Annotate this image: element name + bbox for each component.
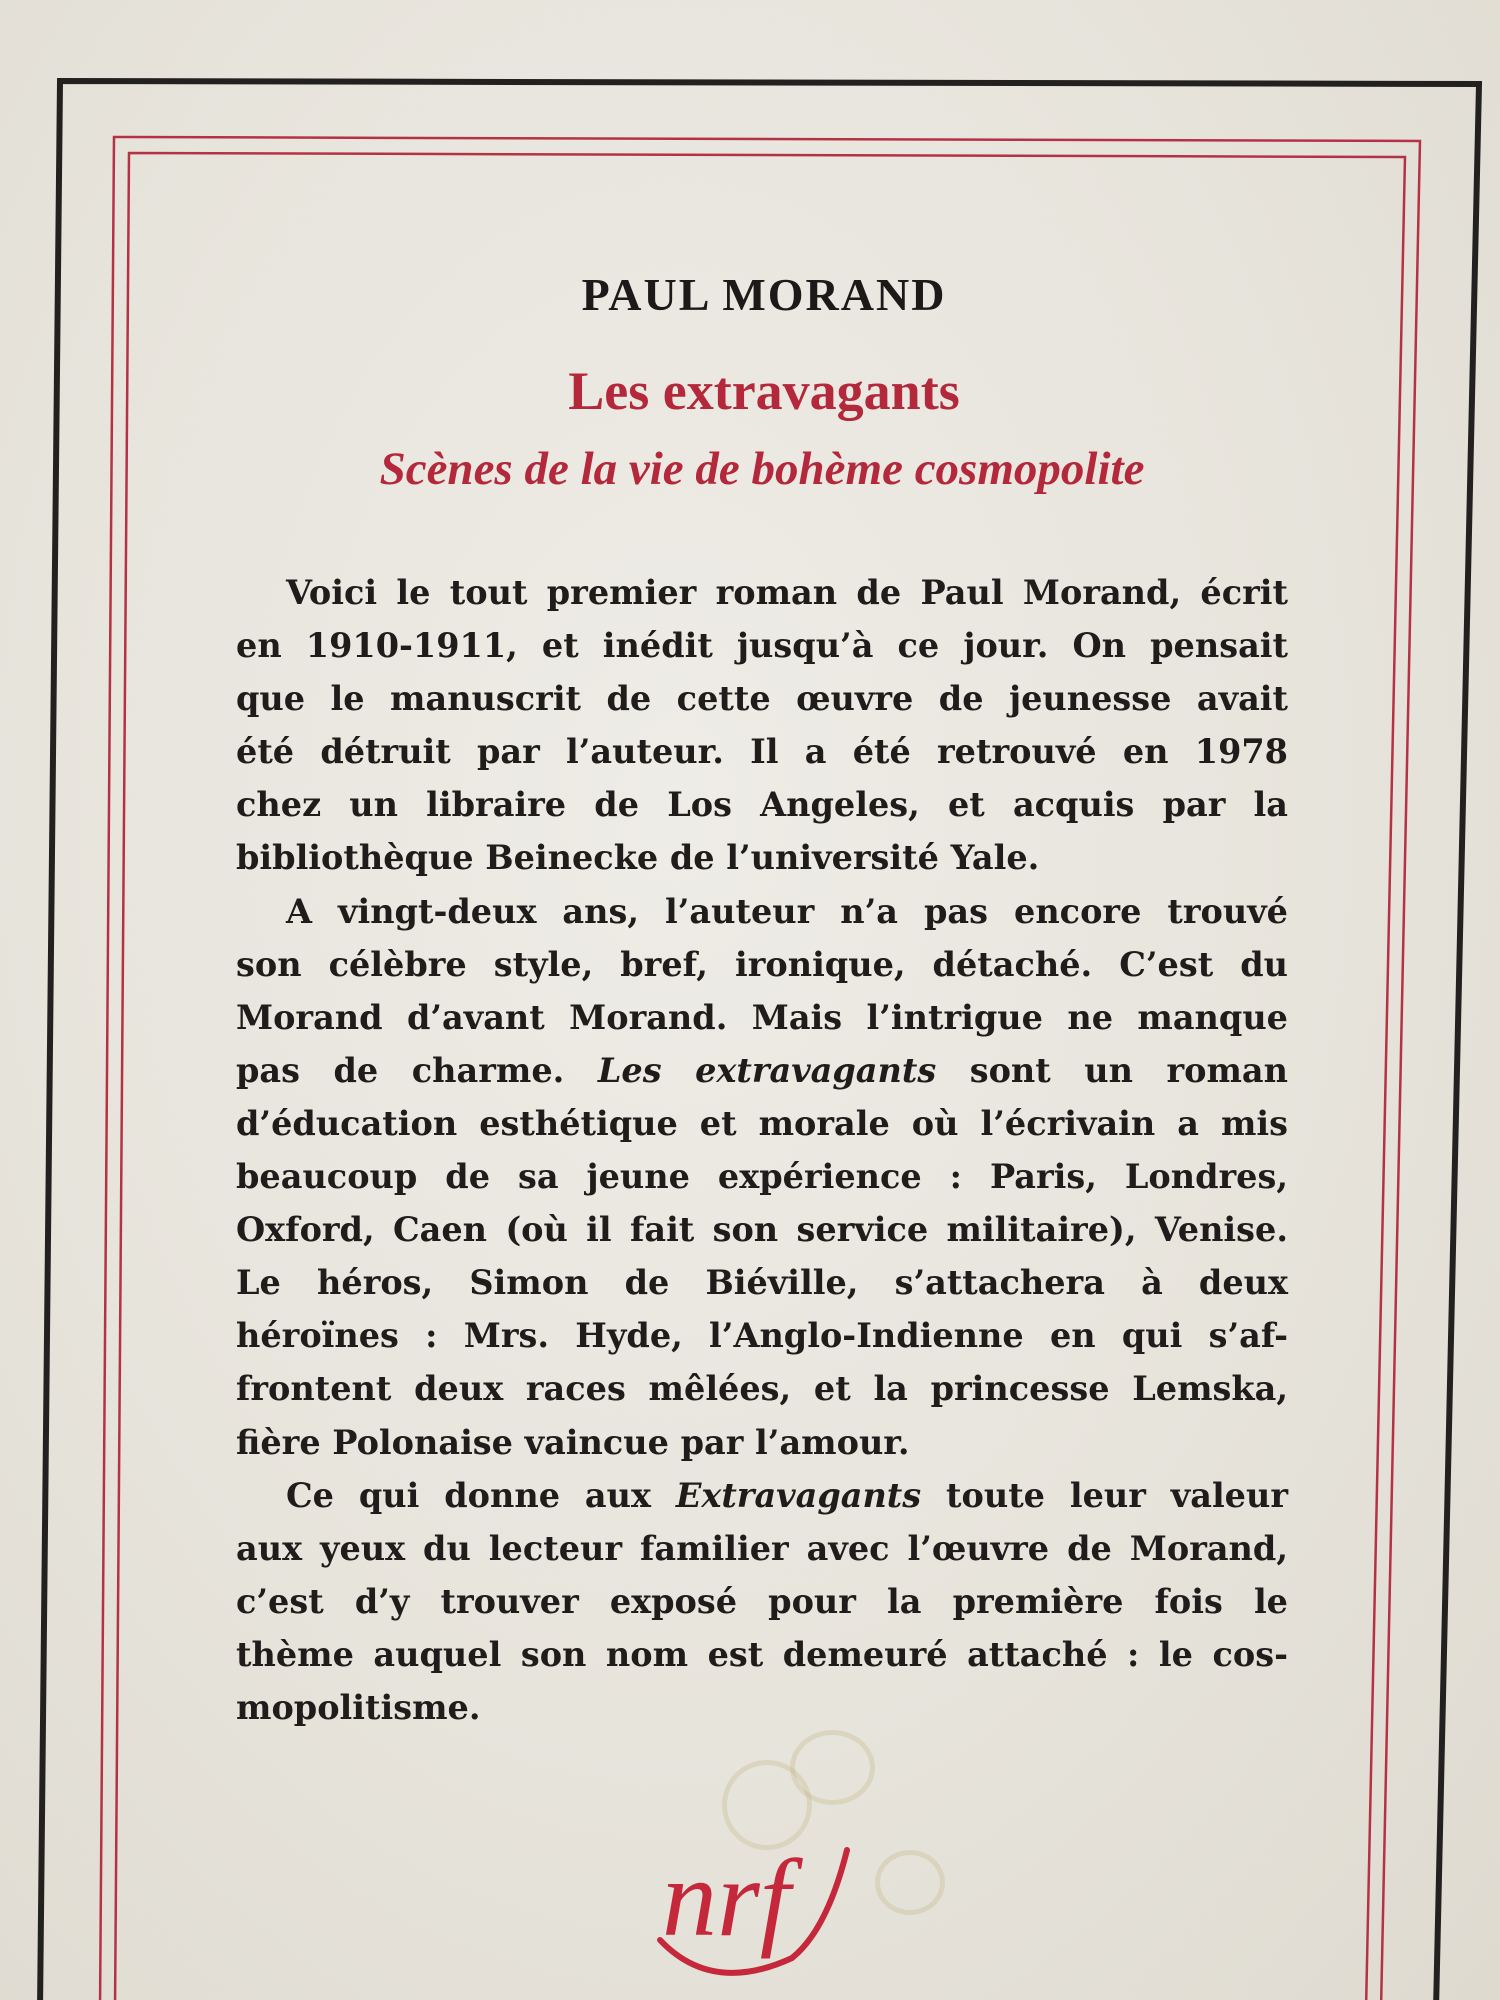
- text-line: fière Polonaise vaincue par l’amour.: [236, 1422, 910, 1462]
- water-stain: [875, 1850, 945, 1915]
- text-line: chez un libraire de Los Angeles, et acquis par la: [236, 785, 1288, 825]
- text-segment: Ce qui donne aux: [286, 1475, 676, 1515]
- text-line: frontent deux races mêlées, et la princesse Lemska,: [236, 1369, 1288, 1409]
- water-stain: [790, 1730, 875, 1805]
- paragraph-first-line: Voici le tout premier roman de Paul Morand, écrit: [286, 573, 1288, 612]
- text-line: bibliothèque Beinecke de l’université Yale.: [236, 838, 1040, 878]
- text-line: héroïnes : Mrs. Hyde, l’Anglo-Indienne en qui s’af-: [236, 1316, 1288, 1356]
- text-line: Le héros, Simon de Biéville, s’attachera à deux: [236, 1263, 1288, 1303]
- nrf-logo: [652, 1830, 882, 1980]
- text-line: [236, 1044, 1288, 1097]
- text-segment: toute leur valeur: [921, 1475, 1288, 1515]
- text-segment: pas de charme.: [236, 1050, 598, 1090]
- book-title: Les extravagants: [568, 361, 960, 421]
- text-line: beaucoup de sa jeune expérience : Paris, Londres,: [236, 1157, 1288, 1197]
- text-line: en 1910-1911, et inédit jusqu’à ce jour. On pensait: [236, 626, 1288, 666]
- blurb-text: [236, 566, 1288, 1734]
- paragraph-first-line: A vingt-deux ans, l’auteur n’a pas encore trouvé: [286, 891, 1288, 931]
- text-line: aux yeux du lecteur familier avec l’œuvre de Morand,: [236, 1528, 1288, 1568]
- text-line: c’est d’y trouver exposé pour la première fois le: [236, 1581, 1288, 1621]
- author-name: PAUL MORAND: [581, 269, 947, 320]
- text-line: que le manuscrit de cette œuvre de jeunesse avait: [236, 679, 1288, 719]
- text-line: été détruit par l’auteur. Il a été retrouvé en 1978: [236, 732, 1288, 772]
- text-line: mopolitisme.: [236, 1687, 481, 1727]
- book-subtitle: Scènes de la vie de bohème cosmopolite: [379, 443, 1145, 495]
- text-line: Morand d’avant Morand. Mais l’intrigue ne manque: [236, 997, 1288, 1037]
- text-line: son célèbre style, bref, ironique, détaché. C’est du: [236, 944, 1288, 984]
- text-segment: sont un roman: [936, 1050, 1288, 1090]
- italic-book-title: Les extravagants: [597, 1050, 937, 1090]
- text-line: Oxford, Caen (où il fait son service militaire), Venise.: [236, 1210, 1288, 1250]
- nrf-logo-text: nrf: [662, 1837, 791, 1959]
- text-line: thème auquel son nom est demeuré attaché : le cos-: [236, 1634, 1288, 1674]
- italic-book-title: Extravagants: [675, 1475, 922, 1515]
- text-line: d’éducation esthétique et morale où l’écrivain a mis: [236, 1103, 1288, 1143]
- paragraph-first-line: [236, 1469, 1288, 1522]
